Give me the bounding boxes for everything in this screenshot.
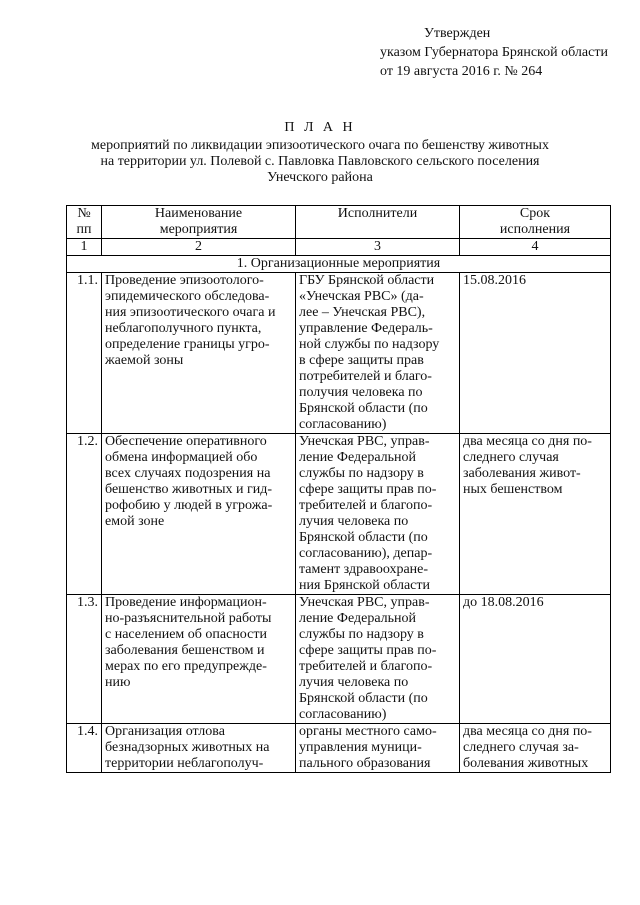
row-executors-line: лее – Унечская РВС), (299, 305, 426, 320)
table-row (67, 434, 611, 595)
section-title: 1. Организационные мероприятия (67, 256, 611, 273)
row-executors-line: требителей и благопо- (299, 659, 433, 674)
row-executors-line: в сфере защиты прав (299, 353, 424, 368)
row-deadline-line: два месяца со дня по- (463, 434, 592, 449)
row-activity-line: Проведение эпизоотолого- (105, 273, 264, 288)
row-activity-line: ния эпизоотического очага и (105, 305, 276, 320)
row-deadline-line: до 18.08.2016 (463, 595, 544, 610)
row-activity-line: нию (105, 675, 131, 690)
approval-line-2: указом Губернатора Брянской области (380, 45, 608, 60)
row-activity (102, 724, 296, 773)
table-row (67, 273, 611, 434)
row-executors-line: лучия человека по (299, 675, 409, 690)
row-executors-line: Брянской области (по (299, 530, 428, 545)
row-deadline-line: 15.08.2016 (463, 273, 526, 288)
subtitle-line: мероприятий по ликвидации эпизоотического очага по бешенству животных (91, 138, 549, 153)
approval-line-3: от 19 августа 2016 г. № 264 (380, 64, 543, 79)
table-header-row (67, 206, 611, 239)
row-executors-line: пального образования (299, 756, 431, 771)
row-executors-line: ление Федеральной (299, 450, 417, 465)
header-activity: Наименование мероприятия (102, 206, 296, 239)
document-title (0, 120, 640, 186)
row-activity-line: Организация отлова (105, 724, 225, 739)
row-activity (102, 434, 296, 595)
row-deadline-line: следнего случая (463, 450, 559, 465)
row-executors (296, 273, 460, 434)
row-activity-line: территории неблагополуч- (105, 756, 264, 771)
row-executors (296, 595, 460, 724)
subtitle-line: Унечского района (267, 170, 373, 185)
row-executors-line: потребителей и благо- (299, 369, 432, 384)
row-executors-line: сфере защиты прав по- (299, 482, 437, 497)
row-executors (296, 434, 460, 595)
row-executors-line: согласованию) (299, 707, 387, 722)
row-activity-line: заболевания бешенством и (105, 643, 265, 658)
row-activity-line: мерах по его предупрежде- (105, 659, 267, 674)
row-activity-line: с населением об опасности (105, 627, 267, 642)
row-executors-line: получия человека по (299, 385, 423, 400)
subtitle-line: на территории ул. Полевой с. Павловка Павловского сельского поселения (100, 154, 540, 169)
row-executors-line: службы по надзору в (299, 466, 424, 481)
row-activity-line: емой зоне (105, 514, 165, 529)
row-activity-line: определение границы угро- (105, 337, 270, 352)
table-row (67, 595, 611, 724)
plan-subtitle (0, 138, 640, 186)
column-number: 3 (296, 239, 460, 256)
row-deadline (460, 273, 611, 434)
row-activity-line: неблагополучного пункта, (105, 321, 262, 336)
plan-heading: П Л А Н (284, 120, 356, 135)
row-executors-line: требителей и благопо- (299, 498, 433, 513)
row-executors-line: Унечская РВС, управ- (299, 595, 430, 610)
row-executors-line: Унечская РВС, управ- (299, 434, 430, 449)
row-deadline-line: два месяца со дня по- (463, 724, 592, 739)
row-executors-line: управление Федераль- (299, 321, 433, 336)
column-number: 4 (460, 239, 611, 256)
row-executors (296, 724, 460, 773)
row-executors-line: службы по надзору в (299, 627, 424, 642)
row-activity-line: рофобию у людей в угрожа- (105, 498, 273, 513)
row-executors-line: управления муници- (299, 740, 422, 755)
row-activity-line: Проведение информацион- (105, 595, 267, 610)
row-number: 1.4. (67, 724, 102, 773)
row-executors-line: ГБУ Брянской области (299, 273, 435, 288)
table-row (67, 724, 611, 773)
row-executors-line: ление Федеральной (299, 611, 417, 626)
approval-stamp (380, 26, 630, 80)
row-activity-line: бешенство животных и гид- (105, 482, 273, 497)
row-activity (102, 273, 296, 434)
plan-table (66, 205, 611, 773)
row-deadline (460, 595, 611, 724)
table-body (67, 273, 611, 773)
column-number: 1 (67, 239, 102, 256)
approval-line-1: Утвержден (424, 26, 491, 41)
row-executors-line: согласованию), депар- (299, 546, 433, 561)
row-deadline-line: следнего случая за- (463, 740, 579, 755)
row-executors-line: Брянской области (по (299, 401, 428, 416)
header-executors: Исполнители (296, 206, 460, 239)
row-executors-line: «Унечская РВС» (да- (299, 289, 424, 304)
row-activity-line: всех случаях подозрения на (105, 466, 271, 481)
header-number: № пп (67, 206, 102, 239)
section-row (67, 256, 611, 273)
row-executors-line: ной службы по надзору (299, 337, 440, 352)
row-deadline-line: ных бешенством (463, 482, 563, 497)
row-deadline-line: заболевания живот- (463, 466, 581, 481)
row-activity-line: безнадзорных животных на (105, 740, 270, 755)
row-activity-line: но-разъяснительной работы (105, 611, 272, 626)
header-deadline: Срок исполнения (460, 206, 611, 239)
row-activity-line: эпидемического обследова- (105, 289, 270, 304)
row-deadline-line: болевания животных (463, 756, 589, 771)
row-executors-line: лучия человека по (299, 514, 409, 529)
row-deadline (460, 434, 611, 595)
row-activity (102, 595, 296, 724)
row-number: 1.3. (67, 595, 102, 724)
column-number-row (67, 239, 611, 256)
row-number: 1.2. (67, 434, 102, 595)
row-activity-line: жаемой зоны (105, 353, 184, 368)
row-executors-line: сфере защиты прав по- (299, 643, 437, 658)
row-activity-line: Обеспечение оперативного (105, 434, 267, 449)
row-executors-line: органы местного само- (299, 724, 437, 739)
row-number: 1.1. (67, 273, 102, 434)
column-number: 2 (102, 239, 296, 256)
row-executors-line: согласованию) (299, 417, 387, 432)
row-executors-line: ния Брянской области (299, 578, 430, 593)
row-deadline (460, 724, 611, 773)
row-executors-line: тамент здравоохране- (299, 562, 429, 577)
row-activity-line: обмена информацией обо (105, 450, 258, 465)
row-executors-line: Брянской области (по (299, 691, 428, 706)
